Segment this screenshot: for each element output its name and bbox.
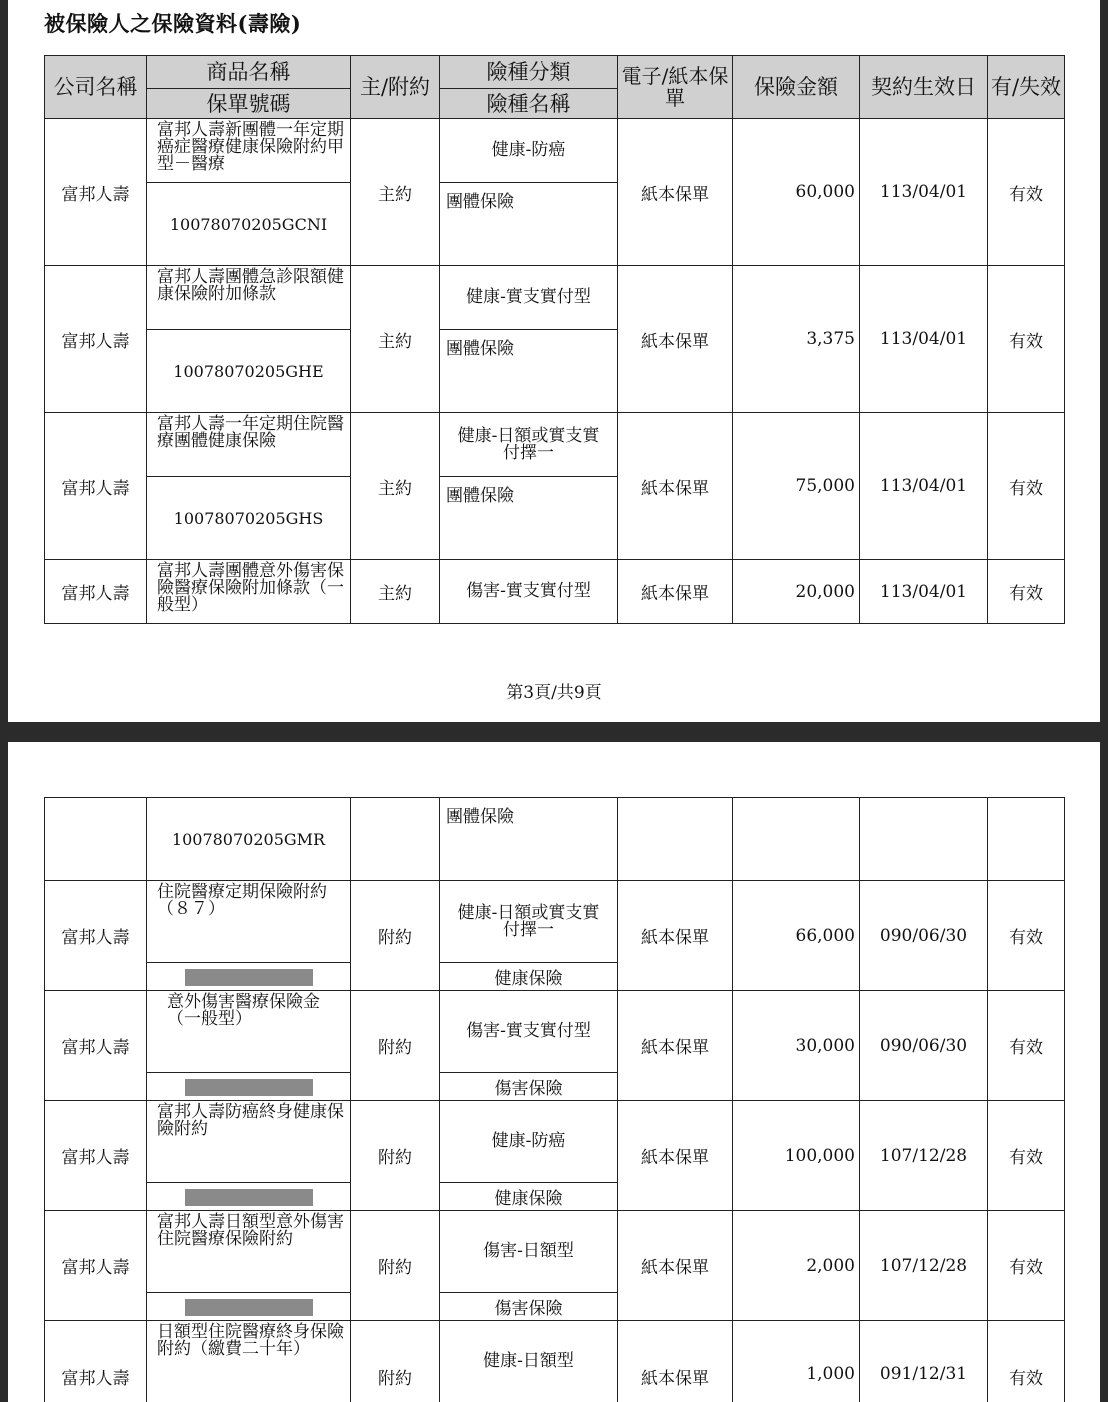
contract-type-cell: 主約 [351,413,440,560]
company-cell: 富邦人壽 [45,1211,147,1321]
table-row [45,1101,1065,1183]
category-name-cell: 團體保險 [440,330,618,413]
effective-date-cell: 107/12/28 [860,1101,988,1211]
company-cell: 富邦人壽 [45,1101,147,1211]
category-cell: 健康-防癌 [440,119,618,183]
policy-form-cell: 紙本保單 [618,266,733,413]
redaction-bar [185,1079,313,1096]
redaction-bar [185,1299,313,1316]
contract-type-cell: 附約 [351,1321,440,1402]
amount-cell: 3,375 [733,266,860,413]
amount-cell: 20,000 [733,560,860,624]
effective-date-cell: 113/04/01 [860,119,988,266]
amount-cell: 2,000 [733,1211,860,1321]
product-name-cell: 意外傷害醫療保險金（一般型） [147,991,351,1073]
company-cell: 富邦人壽 [45,413,147,560]
policy-form-cell-empty [618,798,733,881]
contract-type-cell-empty [351,798,440,881]
effective-date-cell: 113/04/01 [860,413,988,560]
contract-type-cell: 主約 [351,119,440,266]
status-cell: 有效 [988,119,1065,266]
company-cell: 富邦人壽 [45,991,147,1101]
document-page-3 [8,0,1100,722]
product-name-cell: 富邦人壽新團體一年定期癌症醫療健康保險附約甲型－醫療 [147,119,351,183]
company-cell: 富邦人壽 [45,560,147,624]
header-status: 有/失效 [988,56,1065,119]
policy-form-cell: 紙本保單 [618,119,733,266]
category-name-cell: 傷害保險 [440,1073,618,1101]
policy-form-cell: 紙本保單 [618,1321,733,1402]
header-effective-date: 契約生效日 [860,56,988,119]
contract-type-cell: 主約 [351,560,440,624]
effective-date-cell: 090/06/30 [860,991,988,1101]
insurance-table-page-4 [44,797,1065,1402]
header-product-name: 商品名稱 [147,56,351,89]
policy-form-cell: 紙本保單 [618,881,733,991]
policy-form-cell: 紙本保單 [618,413,733,560]
status-cell: 有效 [988,413,1065,560]
status-cell-empty [988,798,1065,881]
category-cell: 健康-防癌 [440,1101,618,1183]
product-name-cell: 富邦人壽一年定期住院醫療團體健康保險 [147,413,351,477]
status-cell: 有效 [988,1321,1065,1402]
category-cell: 健康-日額或實支實付擇一 [440,881,618,963]
policy-form-cell: 紙本保單 [618,991,733,1101]
policy-number-redacted [147,963,351,991]
policy-number-redacted [147,1293,351,1321]
table-row [45,560,1065,624]
policy-form-cell: 紙本保單 [618,560,733,624]
table-row [45,119,1065,183]
table-row [45,1321,1065,1402]
amount-cell: 60,000 [733,119,860,266]
policy-number-cell: 10078070205GHS [147,477,351,560]
contract-type-cell: 附約 [351,1101,440,1211]
product-name-cell: 富邦人壽團體意外傷害保險醫療保險附加條款（一般型） [147,560,351,624]
status-cell: 有效 [988,991,1065,1101]
category-name-cell: 傷害保險 [440,1293,618,1321]
amount-cell: 75,000 [733,413,860,560]
product-name-cell: 富邦人壽團體急診限額健康保險附加條款 [147,266,351,330]
amount-cell: 100,000 [733,1101,860,1211]
product-name-cell: 住院醫療定期保險附約（８７） [147,881,351,963]
contract-type-cell: 附約 [351,1211,440,1321]
table-row [45,991,1065,1073]
status-cell: 有效 [988,1101,1065,1211]
category-cell: 傷害-日額型 [440,1211,618,1293]
company-cell: 富邦人壽 [45,881,147,991]
effective-date-cell: 107/12/28 [860,1211,988,1321]
effective-date-cell-empty [860,798,988,881]
company-cell: 富邦人壽 [45,266,147,413]
table-row [45,881,1065,963]
header-electronic-paper: 電子/紙本保單 [618,56,733,119]
header-amount: 保險金額 [733,56,860,119]
effective-date-cell: 113/04/01 [860,560,988,624]
category-cell: 健康-日額或實支實付擇一 [440,413,618,477]
effective-date-cell: 090/06/30 [860,881,988,991]
status-cell: 有效 [988,881,1065,991]
header-main-rider: 主/附約 [351,56,440,119]
policy-number-redacted [147,1073,351,1101]
product-name-cell: 富邦人壽防癌終身健康保險附約 [147,1101,351,1183]
category-name-cell: 團體保險 [440,798,618,881]
contract-type-cell: 附約 [351,881,440,991]
category-name-cell: 團體保險 [440,477,618,560]
policy-form-cell: 紙本保單 [618,1211,733,1321]
amount-cell: 66,000 [733,881,860,991]
company-cell-empty [45,798,147,881]
effective-date-cell: 091/12/31 [860,1321,988,1402]
category-name-cell: 健康保險 [440,1183,618,1211]
policy-number-cell: 10078070205GHE [147,330,351,413]
category-cell: 傷害-實支實付型 [440,560,618,624]
header-policy-no: 保單號碼 [147,89,351,119]
header-category-class: 險種分類 [440,56,618,89]
status-cell: 有效 [988,560,1065,624]
header-company: 公司名稱 [45,56,147,119]
category-cell: 傷害-實支實付型 [440,991,618,1073]
policy-form-cell: 紙本保單 [618,1101,733,1211]
amount-cell-empty [733,798,860,881]
contract-type-cell: 附約 [351,991,440,1101]
status-cell: 有效 [988,266,1065,413]
table-row [45,266,1065,330]
table-row [45,1211,1065,1293]
policy-number-cell: 10078070205GMR [147,798,351,881]
category-name-cell: 健康保險 [440,963,618,991]
section-title: 被保險人之保險資料(壽險) [44,8,301,38]
redaction-bar [185,969,313,986]
company-cell: 富邦人壽 [45,1321,147,1402]
policy-number-redacted [147,1183,351,1211]
product-name-cell: 日額型住院醫療終身保險附約（繳費二十年） [147,1321,351,1402]
effective-date-cell: 113/04/01 [860,266,988,413]
page-number-footer: 第3頁/共9頁 [8,678,1100,703]
contract-type-cell: 主約 [351,266,440,413]
table-row-continuation [45,798,1065,881]
product-name-cell: 富邦人壽日額型意外傷害住院醫療保險附約 [147,1211,351,1293]
amount-cell: 30,000 [733,991,860,1101]
company-cell: 富邦人壽 [45,119,147,266]
amount-cell: 1,000 [733,1321,860,1402]
status-cell: 有效 [988,1211,1065,1321]
header-category-name: 險種名稱 [440,89,618,119]
category-cell: 健康-實支實付型 [440,266,618,330]
table-row [45,413,1065,477]
policy-number-cell: 10078070205GCNI [147,183,351,266]
category-cell: 健康-日額型 [440,1321,618,1402]
redaction-bar [185,1189,313,1206]
category-name-cell: 團體保險 [440,183,618,266]
document-page-4 [8,742,1100,1402]
insurance-table-page-3 [44,55,1065,624]
